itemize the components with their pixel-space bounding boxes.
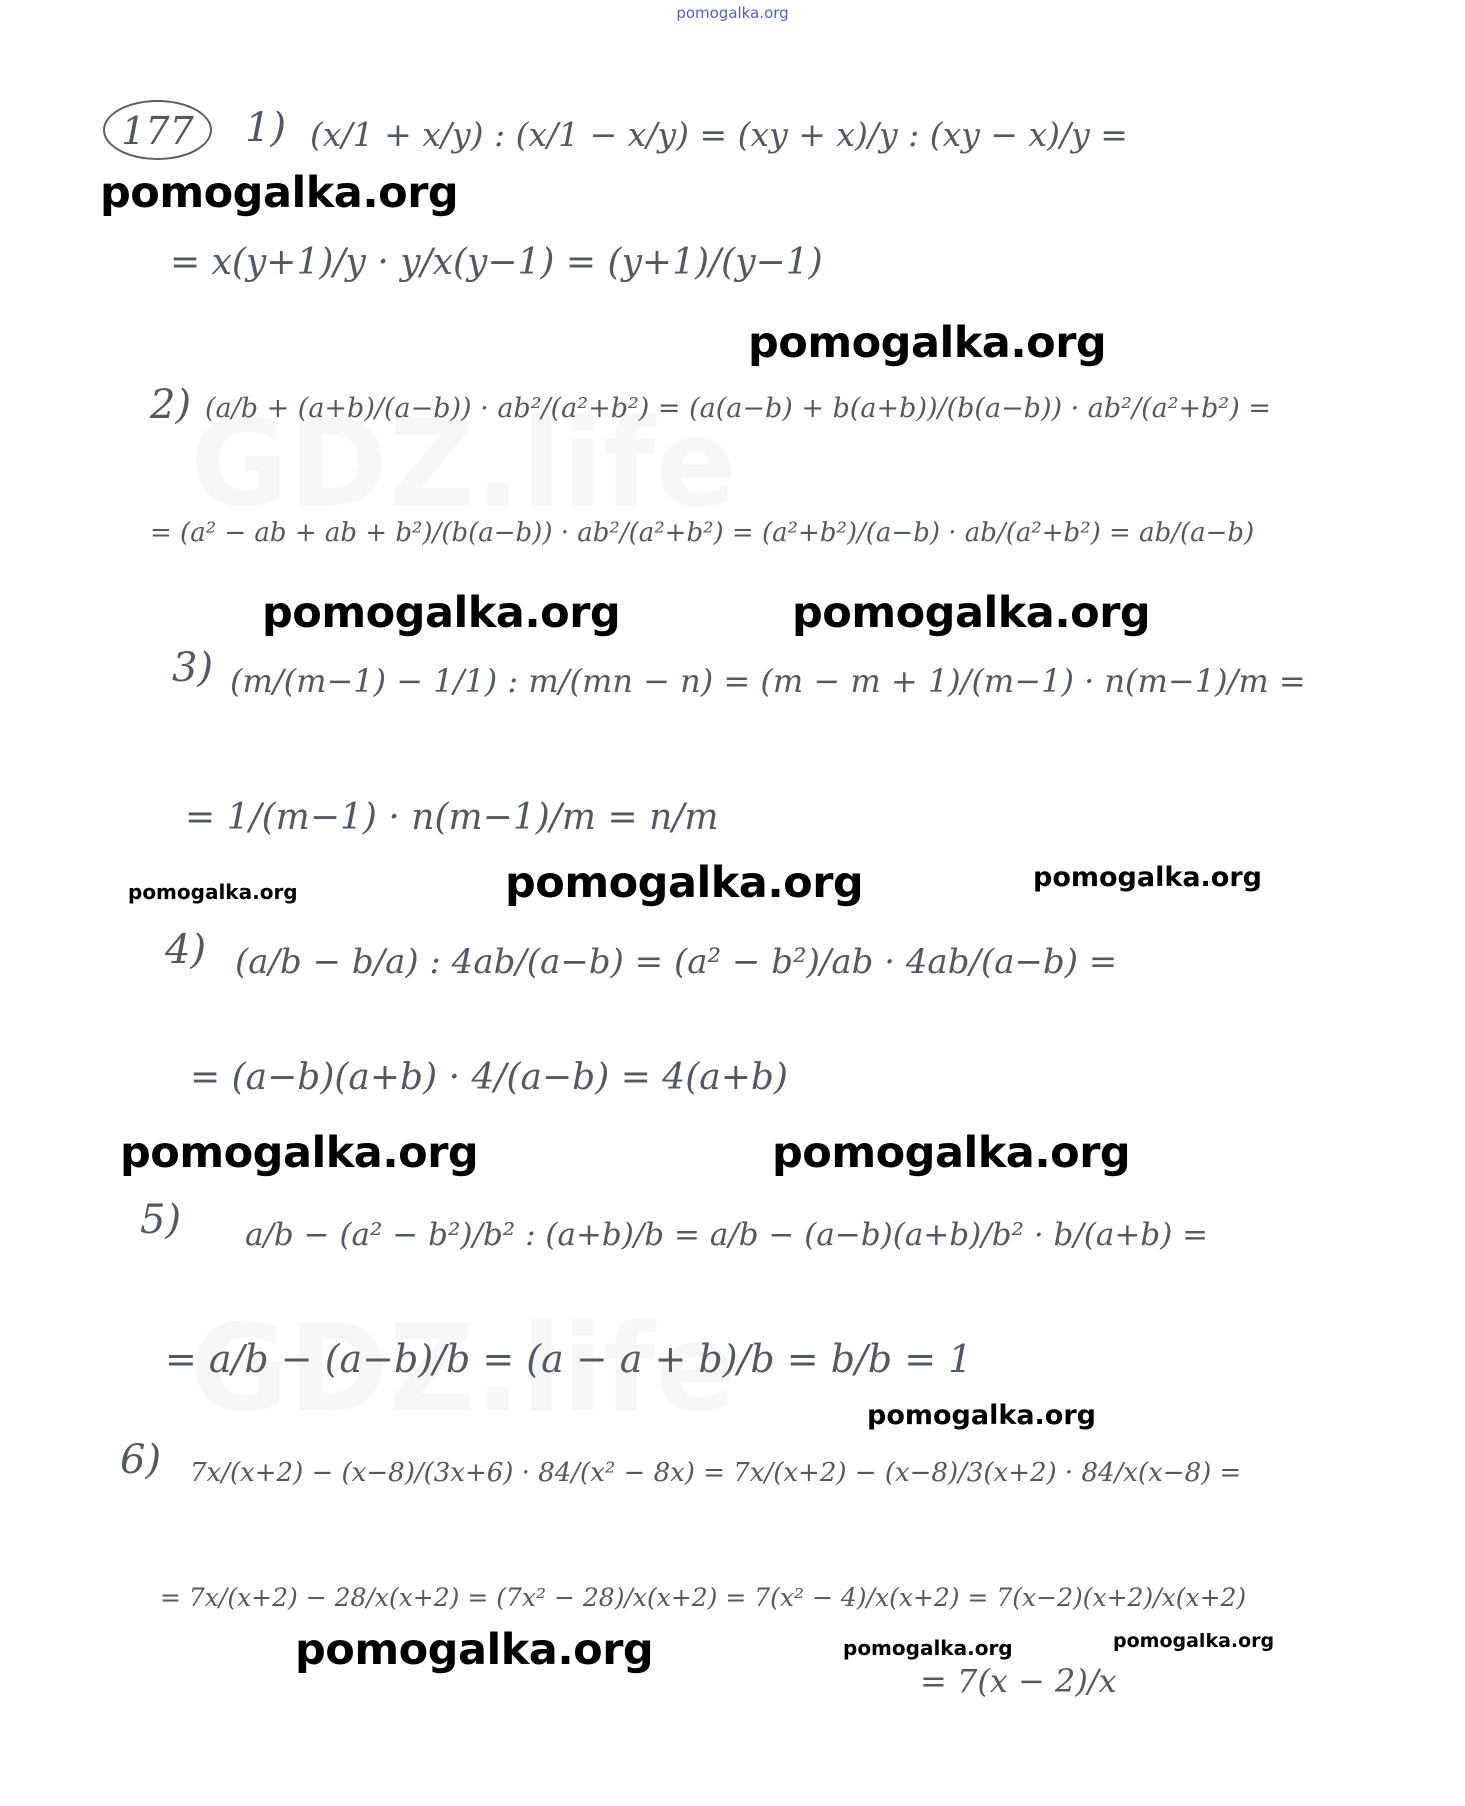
watermark: pomogalka.org bbox=[120, 1128, 479, 1178]
part-2-line-2: = (a² − ab + ab + b²)/(b(a−b)) · ab²/(a²+b²) = (a²+b²)/(a−b) · ab/(a²+b²) = ab/(a−b) bbox=[150, 518, 1255, 548]
watermark: pomogalka.org bbox=[295, 1625, 654, 1675]
part-5-label: 5) bbox=[140, 1197, 182, 1243]
watermark: pomogalka.org bbox=[1033, 862, 1262, 893]
exercise-number-badge bbox=[103, 100, 212, 160]
part-1-label: 1) bbox=[245, 105, 287, 151]
watermark: pomogalka.org bbox=[867, 1400, 1096, 1431]
part-1-line-2: = x(y+1)/y · y/x(y−1) = (y+1)/(y−1) bbox=[170, 242, 823, 283]
watermark: pomogalka.org bbox=[792, 588, 1151, 638]
part-4-line-1: (a/b − b/a) : 4ab/(a−b) = (a² − b²)/ab · 4ab/(a−b) = bbox=[235, 942, 1118, 982]
part-2-label: 2) bbox=[150, 382, 192, 428]
part-6-line-2: = 7x/(x+2) − 28/x(x+2) = (7x² − 28)/x(x+2) = 7(x² − 4)/x(x+2) = 7(x−2)(x+2)/x(x+2) bbox=[160, 1583, 1247, 1612]
part-4-line-2: = (a−b)(a+b) · 4/(a−b) = 4(a+b) bbox=[190, 1057, 788, 1098]
watermark: pomogalka.org bbox=[843, 1636, 1013, 1660]
watermark: pomogalka.org bbox=[772, 1128, 1131, 1178]
part-3-line-2: = 1/(m−1) · n(m−1)/m = n/m bbox=[185, 797, 719, 838]
part-6-line-3: = 7(x − 2)/x bbox=[920, 1662, 1117, 1700]
part-3-line-1: (m/(m−1) − 1/1) : m/(mn − n) = (m − m + 1)/(m−1) · n(m−1)/m = bbox=[230, 662, 1306, 700]
watermark: pomogalka.org bbox=[748, 318, 1107, 368]
watermark: pomogalka.org bbox=[100, 168, 459, 218]
part-1-line-1: (x/1 + x/y) : (x/1 − x/y) = (xy + x)/y : (xy − x)/y = bbox=[310, 115, 1128, 154]
watermark: pomogalka.org bbox=[1113, 1630, 1275, 1652]
watermark: pomogalka.org bbox=[128, 880, 298, 904]
part-2-line-1: (a/b + (a+b)/(a−b)) · ab²/(a²+b²) = (a(a−b) + b(a+b))/(b(a−b)) · ab²/(a²+b²) = bbox=[205, 393, 1271, 424]
exercise-number: 177 bbox=[121, 109, 194, 153]
site-link[interactable]: pomogalka.org bbox=[676, 4, 789, 22]
watermark: pomogalka.org bbox=[505, 858, 864, 908]
part-4-label: 4) bbox=[165, 927, 207, 973]
part-5-line-1: a/b − (a² − b²)/b² : (a+b)/b = a/b − (a−b)(a+b)/b² · b/(a+b) = bbox=[245, 1217, 1209, 1253]
part-6-line-1: 7x/(x+2) − (x−8)/(3x+6) · 84/(x² − 8x) = 7x/(x+2) − (x−8)/3(x+2) · 84/x(x−8) = bbox=[190, 1458, 1242, 1488]
part-6-label: 6) bbox=[120, 1437, 162, 1483]
part-3-label: 3) bbox=[172, 645, 214, 691]
watermark: pomogalka.org bbox=[262, 588, 621, 638]
part-5-line-2: = a/b − (a−b)/b = (a − a + b)/b = b/b = 1 bbox=[165, 1337, 973, 1381]
